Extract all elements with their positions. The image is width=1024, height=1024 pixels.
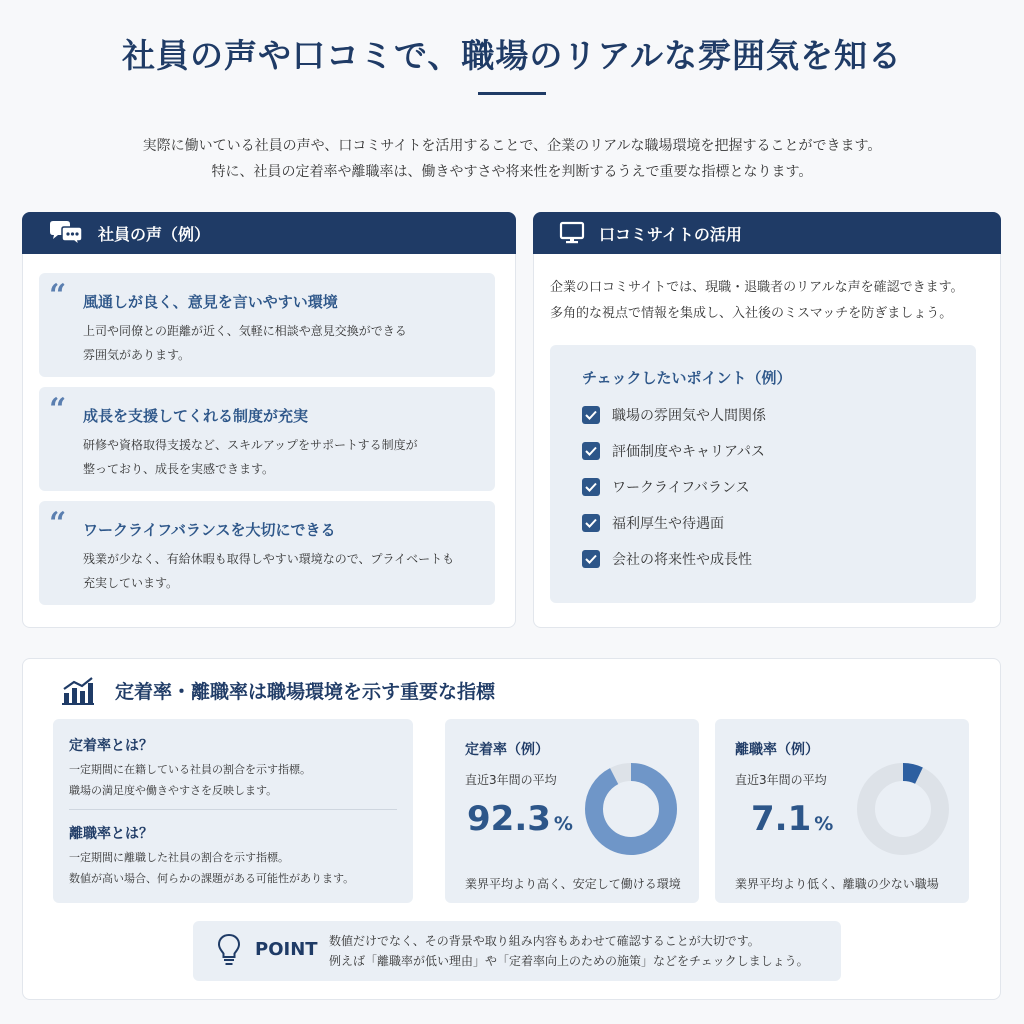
- review-text-line: 多角的な視点で情報を集成し、入社後のミスマッチを防ぎましょう。: [550, 306, 953, 321]
- point-box: [193, 921, 841, 981]
- retention-stat-card: [445, 719, 699, 903]
- employee-voices-heading: 社員の声（例）: [98, 224, 211, 244]
- turnover-stat-title: 離職率（例）: [735, 742, 819, 758]
- definition-line: 職場の満足度や働きやすさを反映します。: [69, 784, 278, 797]
- review-site-text: [550, 275, 1000, 327]
- voice-body-line: 充実しています。: [83, 576, 179, 590]
- checkpoint-label: 福利厚生や待遇面: [612, 516, 724, 532]
- lightbulb-icon: [217, 933, 241, 967]
- retention-stat-subtitle: 直近3年間の平均: [465, 773, 557, 787]
- turnover-donut-chart: [855, 761, 951, 857]
- retention-value-unit: %: [553, 813, 573, 835]
- checkpoints-box: [550, 345, 976, 603]
- definitions-box: [53, 719, 413, 903]
- review-site-header: [533, 212, 1001, 254]
- retention-donut-chart: [583, 761, 679, 857]
- point-text: [329, 931, 809, 971]
- retention-definition-text: [69, 759, 399, 801]
- quote-icon: “: [49, 278, 67, 313]
- checkpoint-item: [582, 404, 766, 426]
- point-text-line: 例えば「離職率が低い理由」や「定着率向上のための施策」などをチェックしましょう。: [329, 954, 809, 968]
- retention-stat-note: 業界平均より高く、安定して働ける環境: [465, 877, 681, 891]
- turnover-stat-card: [715, 719, 969, 903]
- voice-card: [39, 273, 495, 377]
- turnover-stat-subtitle: 直近3年間の平均: [735, 773, 827, 787]
- review-site-heading: 口コミサイトの活用: [599, 224, 742, 244]
- voice-body-line: 整っており、成長を実感できます。: [83, 462, 275, 476]
- checkpoint-item: [582, 440, 765, 462]
- employee-voices-header: [22, 212, 516, 254]
- intro-line-2: 特に、社員の定着率や離職率は、働きやすさや将来性を判断するうえで重要な指標となります。: [211, 164, 813, 180]
- checkpoint-label: 会社の将来性や成長性: [612, 552, 752, 568]
- voice-title: ワークライフバランスを大切にできる: [83, 521, 336, 539]
- employee-voices-panel: [22, 212, 516, 628]
- bar-chart-icon: [61, 675, 95, 705]
- turnover-value-unit: %: [814, 813, 834, 835]
- voice-body-line: 研修や資格取得支援など、スキルアップをサポートする制度が: [83, 438, 418, 452]
- voice-card: [39, 387, 495, 491]
- checkbox-checked-icon: [582, 514, 600, 532]
- intro-line-1: 実際に働いている社員の声や、口コミサイトを活用することで、企業のリアルな職場環境を把握することができます。: [142, 138, 882, 154]
- retention-definition-title: 定着率とは？: [69, 738, 153, 754]
- voice-body-line: 残業が少なく、有給休暇も取得しやすい環境なので、プライベートも: [83, 552, 455, 566]
- turnover-stat-note: 業界平均より低く、離職の少ない職場: [735, 877, 939, 891]
- voice-card: [39, 501, 495, 605]
- intro-text: [0, 133, 1024, 185]
- checkbox-checked-icon: [582, 406, 600, 424]
- turnover-definition-title: 離職率とは？: [69, 826, 153, 842]
- quote-icon: “: [49, 392, 67, 427]
- checkbox-checked-icon: [582, 550, 600, 568]
- page-title: 社員の声や口コミで、職場のリアルな雰囲気を知る: [121, 36, 903, 75]
- checkpoint-label: ワークライフバランス: [612, 480, 750, 496]
- checkpoint-label: 職場の雰囲気や人間関係: [612, 408, 766, 424]
- review-site-panel: [533, 212, 1001, 628]
- turnover-definition-text: [69, 847, 399, 889]
- voice-body: [83, 547, 483, 595]
- checkpoint-label: 評価制度やキャリアパス: [612, 444, 765, 460]
- chat-bubbles-icon: [48, 220, 84, 246]
- voice-body: [83, 319, 483, 367]
- checkpoints-title: チェックしたいポイント（例）: [582, 369, 792, 387]
- checkpoint-item: [582, 476, 750, 498]
- point-text-line: 数値だけでなく、その背景や取り組み内容もあわせて確認することが大切です。: [329, 934, 760, 948]
- turnover-stat-value: [751, 799, 833, 839]
- voice-body: [83, 433, 483, 481]
- definition-line: 数値が高い場合、何らかの課題がある可能性があります。: [69, 872, 355, 885]
- point-label: POINT: [255, 939, 318, 960]
- definition-line: 一定期間に離職した社員の割合を示す指標。: [69, 851, 289, 864]
- quote-icon: “: [49, 506, 67, 541]
- turnover-value-number: 7.1: [751, 799, 812, 839]
- retention-value-number: 92.3: [467, 799, 551, 839]
- voice-body-line: 上司や同僚との距離が近く、気軽に相談や意見交換ができる: [83, 324, 407, 338]
- checkpoint-item: [582, 512, 724, 534]
- checkbox-checked-icon: [582, 478, 600, 496]
- voice-body-line: 雰囲気があります。: [83, 348, 191, 362]
- definitions-divider: [69, 809, 397, 810]
- voice-title: 風通しが良く、意見を言いやすい環境: [83, 293, 338, 311]
- retention-stat-value: [467, 799, 573, 839]
- checkpoint-item: [582, 548, 752, 570]
- retention-donut-arc: [594, 772, 668, 846]
- voice-title: 成長を支援してくれる制度が充実: [83, 407, 309, 425]
- metrics-heading: 定着率・離職率は職場環境を示す重要な指標: [115, 681, 496, 703]
- retention-stat-title: 定着率（例）: [465, 742, 549, 758]
- definition-line: 一定期間に在籍している社員の割合を示す指標。: [69, 763, 311, 776]
- turnover-donut-track: [866, 772, 940, 846]
- checkbox-checked-icon: [582, 442, 600, 460]
- metrics-panel: [22, 658, 1001, 1000]
- review-text-line: 企業の口コミサイトでは、現職・退職者のリアルな声を確認できます。: [550, 280, 964, 295]
- monitor-icon: [559, 221, 585, 245]
- title-underline: [478, 92, 546, 95]
